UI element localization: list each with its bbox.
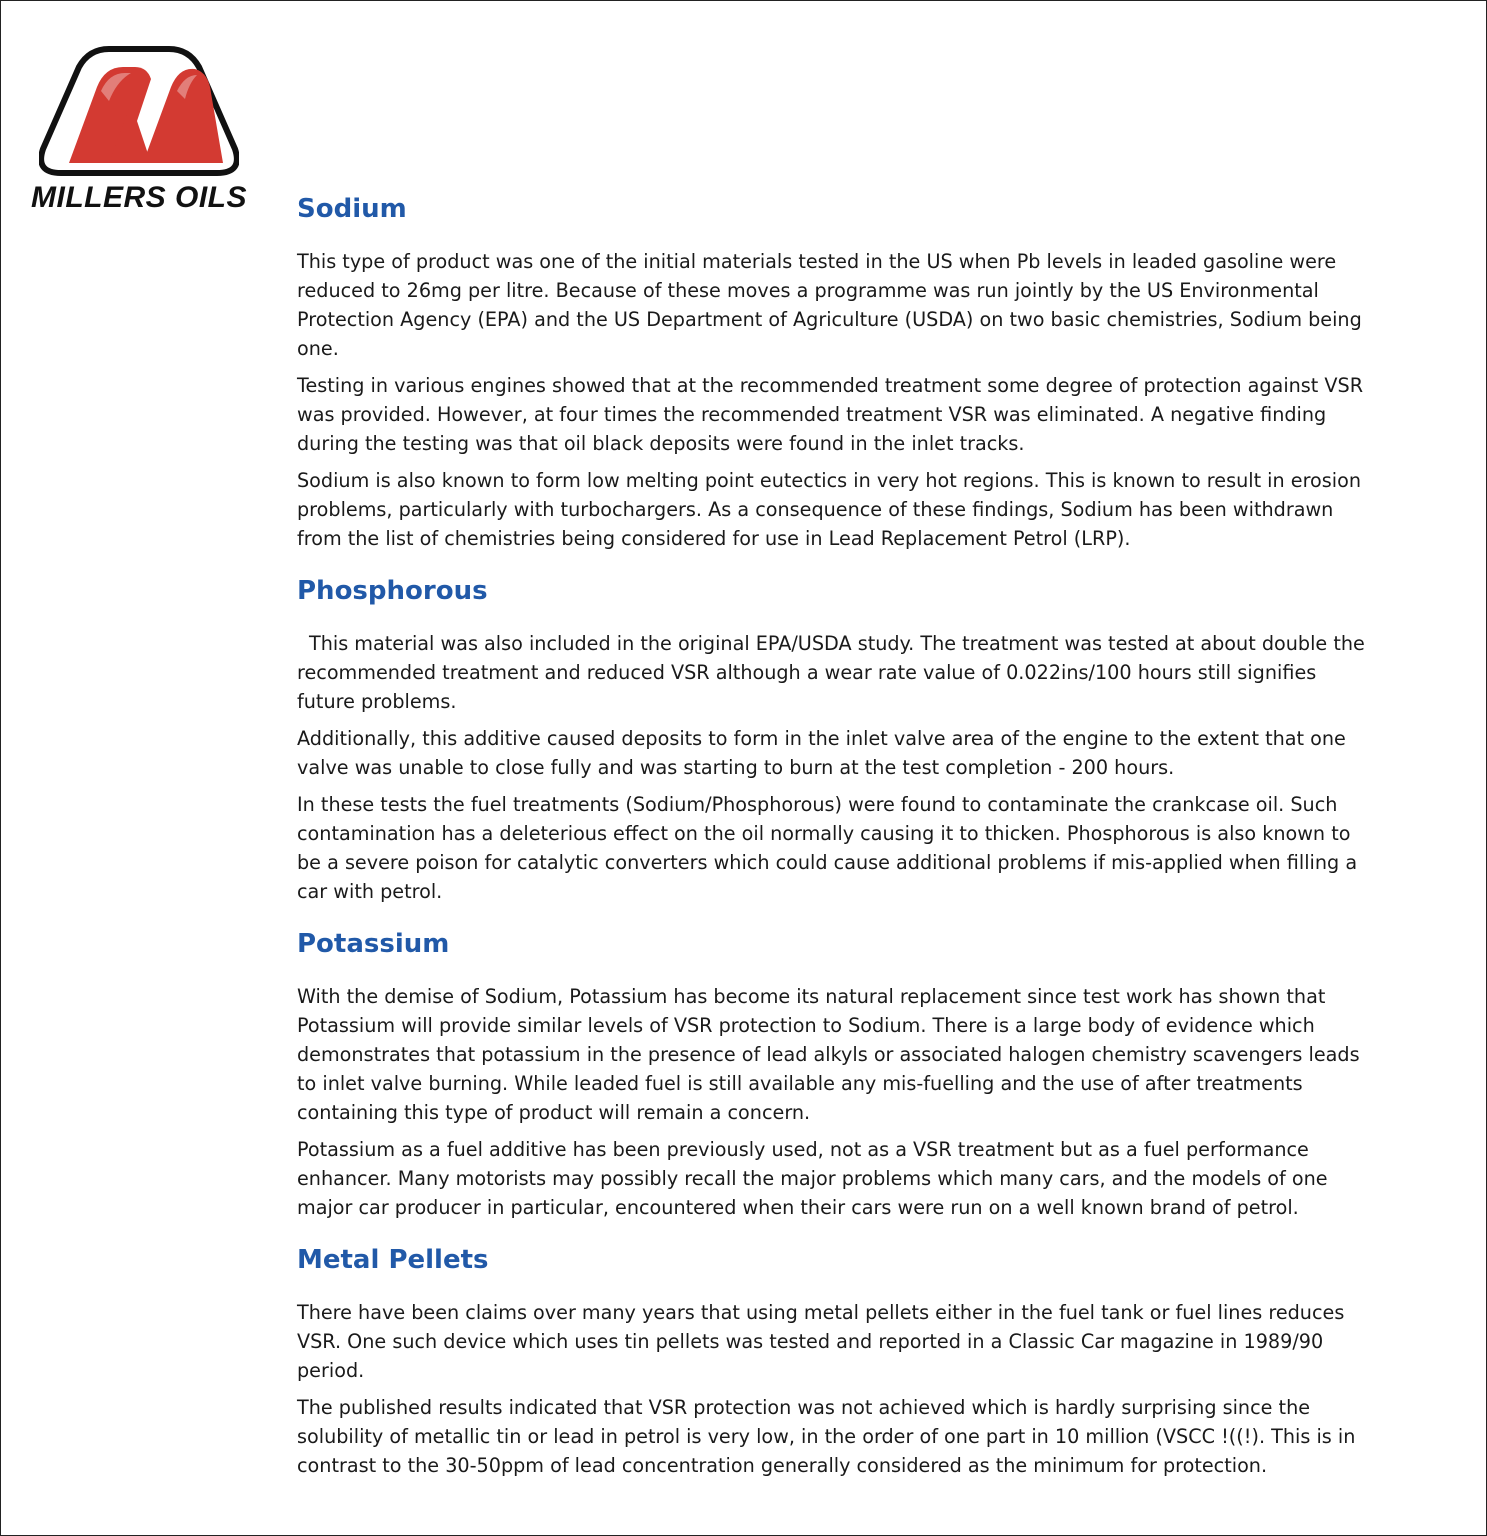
section-title: Potassium — [297, 929, 450, 959]
section-metal-pellets — [297, 1242, 1372, 1480]
paragraph: Sodium is also known to form low melting point eutectics in very hot regions. This is known to result in erosion problems, particularly with turbochargers. As a consequence of these findings, Sodium has been withdrawn from the list of chemistries being considered for use in Lead Replacement Petrol (LRP). — [297, 469, 1362, 550]
section-phosphorous — [297, 573, 1372, 906]
logo-m-emblem — [39, 41, 239, 181]
paragraph: There have been claims over many years that using metal pellets either in the fuel tank or fuel lines reduces VSR. One such device which uses tin pellets was tested and reported in a Classic Car magazine in 1989/90 period. — [297, 1301, 1345, 1382]
article-content — [297, 191, 1372, 1500]
paragraph: This type of product was one of the initial materials tested in the US when Pb levels in leaded gasoline were reduced to 26mg per litre. Because of these moves a programme was run jointly by the US Environmental Protection Agency (EPA) and the US Department of Agriculture (USDA) on two basic chemistries, Sodium being one. — [297, 250, 1362, 360]
paragraph: Testing in various engines showed that at the recommended treatment some degree of protection against VSR was provided. However, at four times the recommended treatment VSR was eliminated. A negative finding during the testing was that oil black deposits were found in the inlet tracks. — [297, 374, 1364, 455]
paragraph: This material was also included in the original EPA/USDA study. The treatment was tested at about double the recommended treatment and reduced VSR although a wear rate value of 0.022ins/100 hours still signifies future problems. — [297, 632, 1365, 713]
paragraph: The published results indicated that VSR protection was not achieved which is hardly surprising since the solubility of metallic tin or lead in petrol is very low, in the order of one part in 10 million (VSCC !((!). This is in contrast to the 30-50ppm of lead concentration generally considered as the minimum for protection. — [297, 1396, 1356, 1477]
paragraph: With the demise of Sodium, Potassium has become its natural replacement since test work has shown that Potassium will provide similar levels of VSR protection to Sodium. There is a large body of evidence which demonstrates that potassium in the presence of lead alkyls or associated halogen chemistry scavengers leads to inlet valve burning. While leaded fuel is still available any mis-fuelling and the use of after treatments containing this type of product will remain a concern. — [297, 985, 1360, 1124]
millers-oils-logo — [31, 41, 247, 221]
section-title: Sodium — [297, 194, 407, 224]
section-title: Metal Pellets — [297, 1245, 489, 1275]
paragraph: Additionally, this additive caused deposits to form in the inlet valve area of the engine to the extent that one valve was unable to close fully and was starting to burn at the test completion - 200 hours. — [297, 727, 1346, 779]
logo-brand-text: MILLERS OILS — [31, 181, 247, 214]
section-potassium — [297, 926, 1372, 1222]
section-sodium — [297, 191, 1372, 553]
paragraph: In these tests the fuel treatments (Sodium/Phosphorous) were found to contaminate the crankcase oil. Such contamination has a deleterious effect on the oil normally causing it to thicken. Phosphorous is also known to be a severe poison for catalytic converters which could cause additional problems if mis-applied when filling a car with petrol. — [297, 793, 1358, 903]
section-title: Phosphorous — [297, 576, 488, 606]
paragraph: Potassium as a fuel additive has been previously used, not as a VSR treatment but as a fuel performance enhancer. Many motorists may possibly recall the major problems which many cars, and the models of one major car producer in particular, encountered when their cars were run on a well known brand of petrol. — [297, 1138, 1328, 1219]
